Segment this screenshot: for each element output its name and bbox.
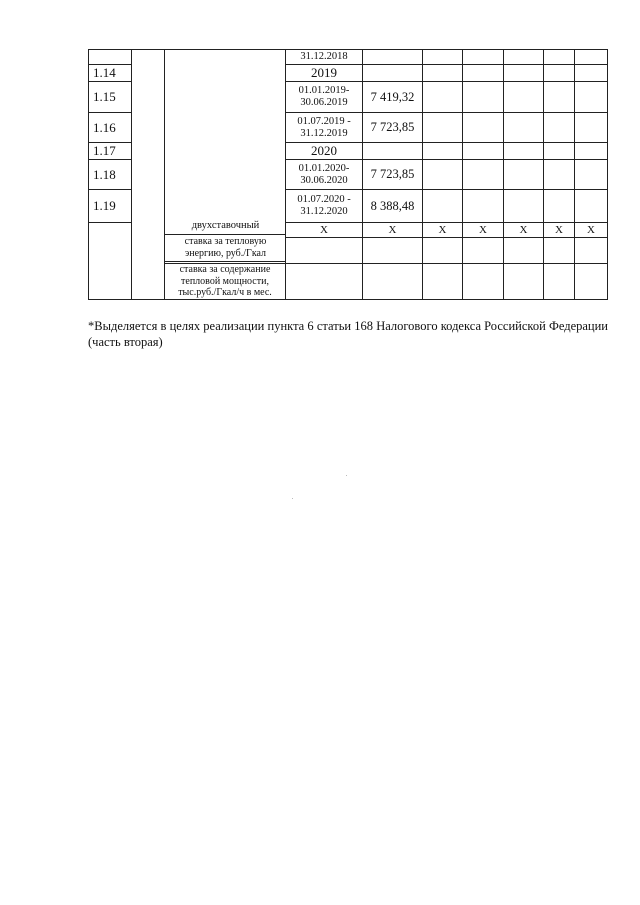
row-number: 1.15 — [89, 82, 132, 113]
separator-line — [165, 261, 286, 262]
scan-speck — [292, 498, 293, 499]
tariff-value: 7 723,85 — [363, 160, 423, 190]
x-mark: Х — [544, 223, 575, 238]
scan-speck — [346, 475, 347, 476]
period-cell: 01.07.2019 - 31.12.2019 — [286, 113, 363, 143]
x-mark: Х — [286, 223, 363, 238]
tariff-value: 7 723,85 — [363, 113, 423, 143]
row-number: 1.16 — [89, 113, 132, 143]
separator-line — [165, 234, 286, 235]
two-part-label: двухставочный — [191, 220, 260, 231]
x-mark: Х — [363, 223, 423, 238]
year-cell: 2019 — [286, 65, 363, 82]
row-number: 1.19 — [89, 190, 132, 223]
row-num-cell — [89, 50, 132, 65]
footnote: *Выделяется в целях реализации пункта 6 статьи 168 Налогового кодекса Российской Федерации (часть вторая) — [88, 319, 608, 349]
year-cell: 2020 — [286, 143, 363, 160]
row-number: 1.17 — [89, 143, 132, 160]
row-number: 1.14 — [89, 65, 132, 82]
period-cell: 01.01.2019- 30.06.2019 — [286, 82, 363, 113]
row-num-cell — [89, 223, 132, 300]
x-mark: Х — [575, 223, 608, 238]
capacity-rate-label: ставка за содержание тепловой мощности, тыс.руб./Гкал/ч в мес. — [165, 264, 286, 300]
x-mark: Х — [504, 223, 544, 238]
blank-column — [132, 50, 165, 300]
row-number: 1.18 — [89, 160, 132, 190]
tariff-table — [88, 49, 608, 300]
tariff-value: 8 388,48 — [363, 190, 423, 223]
period-cell: 01.07.2020 - 31.12.2020 — [286, 190, 363, 223]
period-cell: 31.12.2018 — [286, 50, 363, 65]
x-mark: Х — [463, 223, 504, 238]
period-cell: 01.01.2020- 30.06.2020 — [286, 160, 363, 190]
tariff-value: 7 419,32 — [363, 82, 423, 113]
energy-rate-label: ставка за тепловую энергию, руб./Гкал — [184, 236, 267, 259]
x-mark: Х — [423, 223, 463, 238]
